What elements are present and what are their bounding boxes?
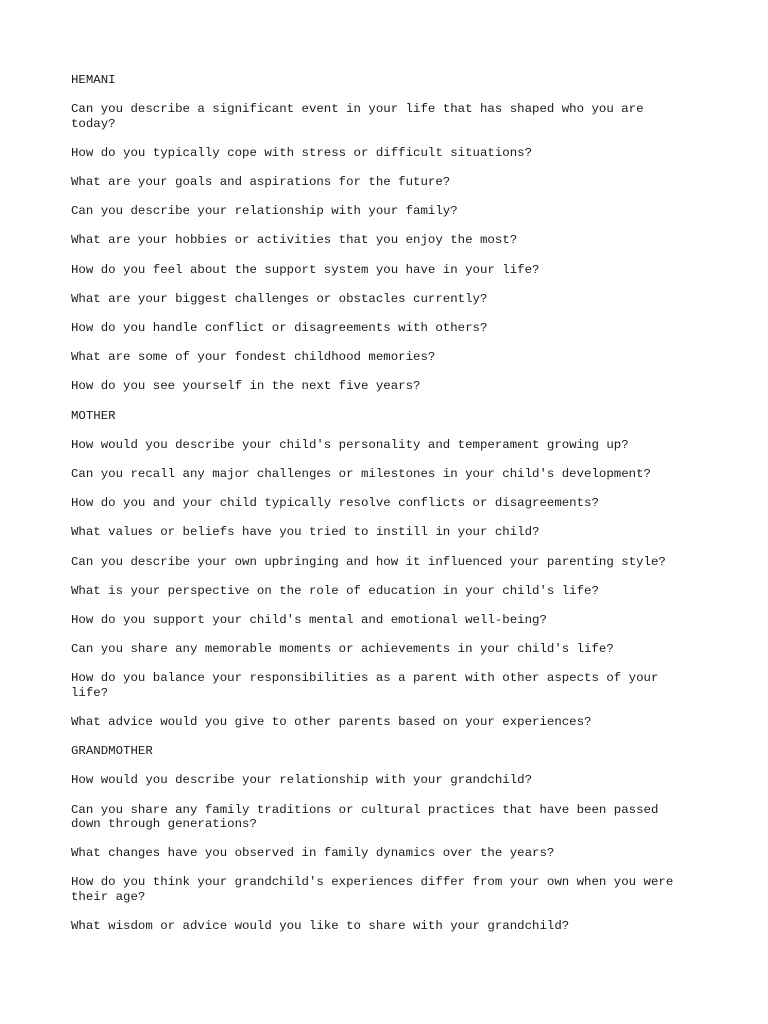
section-heading-mother: MOTHER xyxy=(71,408,116,423)
question-hemani-6: How do you feel about the support system you have in your life? xyxy=(71,262,540,277)
question-mother-6: What is your perspective on the role of education in your child's life? xyxy=(71,583,599,598)
question-hemani-7: What are your biggest challenges or obstacles currently? xyxy=(71,291,488,306)
question-mother-5: Can you describe your own upbringing and how it influenced your parenting style? xyxy=(71,554,666,569)
question-mother-7: How do you support your child's mental and emotional well-being? xyxy=(71,612,547,627)
question-hemani-3: What are your goals and aspirations for the future? xyxy=(71,175,451,190)
section-heading-hemani: HEMANI xyxy=(71,73,116,87)
question-mother-9: How do you balance your responsibilities as a parent with other aspects of your life? xyxy=(71,671,659,700)
question-mother-3: How do you and your child typically resolve conflicts or disagreements? xyxy=(71,496,599,511)
question-hemani-10: How do you see yourself in the next five years? xyxy=(71,379,421,394)
question-mother-4: What values or beliefs have you tried to instill in your child? xyxy=(71,525,540,540)
document-page xyxy=(71,73,691,948)
question-mother-10: What advice would you give to other parents based on your experiences? xyxy=(71,714,592,729)
section-heading-grandmother: GRANDMOTHER xyxy=(71,744,153,759)
question-grandmother-1: How would you describe your relationship with your grandchild? xyxy=(71,773,533,788)
question-mother-1: How would you describe your child's personality and temperament growing up? xyxy=(71,437,629,452)
question-hemani-5: What are your hobbies or activities that you enjoy the most? xyxy=(71,233,518,248)
question-grandmother-5: What wisdom or advice would you like to share with your grandchild? xyxy=(71,919,570,934)
question-grandmother-2: Can you share any family traditions or cultural practices that have been passed down through generations? xyxy=(71,802,659,831)
question-mother-2: Can you recall any major challenges or milestones in your child's development? xyxy=(71,466,651,481)
question-mother-8: Can you share any memorable moments or achievements in your child's life? xyxy=(71,642,614,657)
question-hemani-8: How do you handle conflict or disagreements with others? xyxy=(71,321,488,335)
question-grandmother-3: What changes have you observed in family dynamics over the years? xyxy=(71,846,555,861)
question-grandmother-4: How do you think your grandchild's experiences differ from your own when you were their age? xyxy=(71,875,674,904)
question-hemani-4: Can you describe your relationship with your family? xyxy=(71,204,458,219)
question-hemani-1: Can you describe a significant event in your life that has shaped who you are today? xyxy=(71,102,644,131)
question-hemani-9: What are some of your fondest childhood memories? xyxy=(71,350,436,365)
question-hemani-2: How do you typically cope with stress or difficult situations? xyxy=(71,145,533,160)
